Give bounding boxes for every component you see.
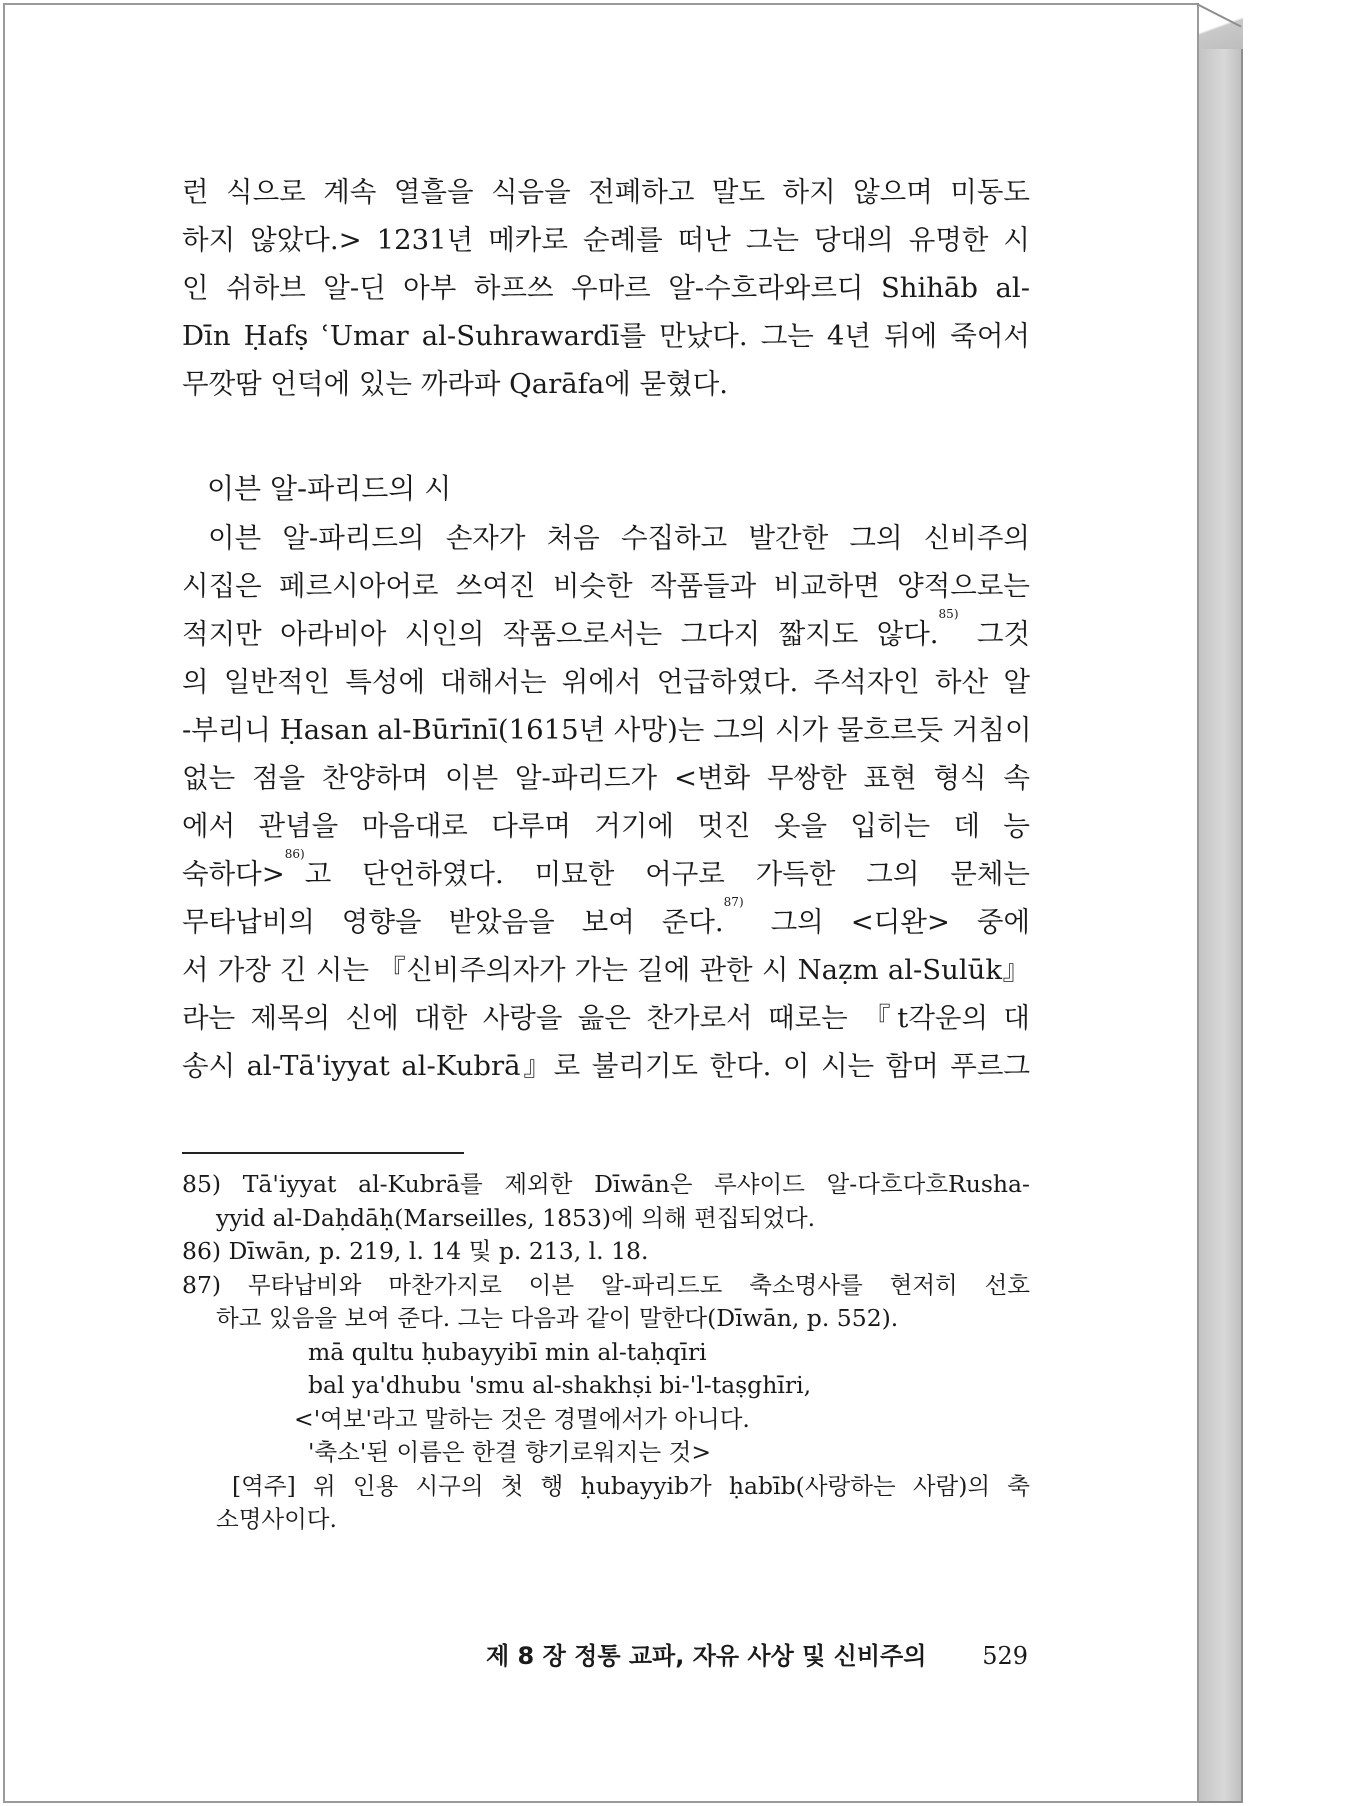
footnote-87-line: 하고 있음을 보여 준다. 그는 다음과 같이 말한다(Dīwān, p. 552). [216, 1304, 899, 1332]
verse-translation: <'여보'라고 말하는 것은 경멸에서가 아니다. [294, 1404, 750, 1433]
text-line: 라는 제목의 신에 대한 사랑을 읊은 찬가로서 때로는 『t각운의 대 [182, 1002, 1030, 1034]
text-segment: 적지만 아라비아 시인의 작품으로서는 그다지 짧지도 않다. [182, 618, 939, 650]
page-footer [486, 1640, 1028, 1672]
footnote-86: 86) Dīwān, p. 219, l. 14 및 p. 213, l. 18. [182, 1237, 649, 1265]
text-line: -부리니 Ḥasan al-Būrīnī(1615년 사망)는 그의 시가 물흐르듯 거침이 [182, 714, 1032, 746]
text-line: 인 쉬하브 알-딘 아부 하프쓰 우마르 알-수흐라와르디 Shihāb al- [182, 272, 1030, 304]
text-line [182, 607, 1031, 659]
text-line: 에서 관념을 마음대로 다루며 거기에 멋진 옷을 입히는 데 능 [182, 810, 1030, 842]
footnote-85-line: yyid al-Daḥdāḥ(Marseilles, 1853)에 의해 편집되었다. [216, 1203, 816, 1232]
text-line: 없는 점을 찬양하며 이븐 알-파리드가 <변화 무쌍한 표현 형식 속 [182, 762, 1030, 794]
text-line: Dīn Ḥafṣ ʿUmar al-Suhrawardī를 만났다. 그는 4년 뒤에 죽어서 [182, 320, 1030, 352]
text-segment: 고 단언하였다. 미묘한 어구로 가득한 그의 문체는 [304, 858, 1030, 890]
section-heading: 이븐 알-파리드의 시 [207, 472, 452, 505]
footnote-ref-85: 85) [938, 607, 959, 621]
text-line: 송시 al-Tā'iyyat al-Kubrā』로 불리기도 한다. 이 시는 함머 푸르그 [182, 1050, 1030, 1082]
text-line: 하지 않았다.> 1231년 메카로 순례를 떠난 그는 당대의 유명한 시 [182, 224, 1030, 256]
paragraph-2 [182, 515, 1030, 1091]
page-number: 529 [982, 1642, 1028, 1670]
verse-translation: '축소'된 이름은 한결 향기로워지는 것> [308, 1438, 712, 1466]
translator-note: 소명사이다. [216, 1505, 337, 1533]
text-segment: 숙하다> [182, 858, 285, 890]
verse-line: mā qultu ḥubayyibī min al-taḥqīri [308, 1337, 707, 1366]
translator-note: [역주] 위 인용 시구의 첫 행 ḥubayyib가 ḥabīb(사랑하는 사람)의 축 [232, 1471, 1030, 1500]
text-line: 시집은 페르시아어로 쓰여진 비슷한 작품들과 비교하면 양적으로는 [182, 570, 1030, 602]
text-line [182, 895, 1031, 947]
footnote-85-line: 85) Tā'iyyat al-Kubrā를 제외한 Dīwān은 루샤이드 알-다흐다흐Rusha- [182, 1170, 1030, 1198]
footnote-ref-86: 86) [284, 847, 305, 861]
text-line: 이븐 알-파리드의 손자가 처음 수집하고 발간한 그의 신비주의 [208, 522, 1030, 554]
footnote-87-line: 87) 무타납비와 마찬가지로 이븐 알-파리드도 축소명사를 현저히 선호 [182, 1270, 1030, 1299]
text-segment: 그것 [958, 618, 1031, 650]
verse-line: bal ya'dhubu 'smu al-shakhṣi bi-'l-taṣghīri, [308, 1371, 812, 1399]
text-line: 런 식으로 계속 열흘을 식음을 전폐하고 말도 하지 않으며 미동도 [182, 176, 1030, 208]
footnote-ref-87: 87) [723, 895, 744, 909]
book-spine [1199, 25, 1243, 1803]
footnote-divider [182, 1152, 464, 1154]
paragraph-1 [182, 168, 1030, 408]
text-line: 서 가장 긴 시는 『신비주의자가 가는 길에 관한 시 Naẓm al-Sulūk』 [182, 954, 1030, 986]
text-line [182, 847, 1030, 899]
text-segment: 무타납비의 영향을 받았음을 보여 준다. [182, 906, 724, 938]
text-segment: 그의 <디완> 중에 [743, 906, 1031, 938]
running-chapter-title: 제 8 장 정통 교파, 자유 사상 및 신비주의 [486, 1642, 927, 1670]
text-line: 무깟땀 언덕에 있는 까라파 Qarāfa에 묻혔다. [182, 368, 728, 400]
footnotes [182, 1168, 1030, 1537]
text-line: 의 일반적인 특성에 대해서는 위에서 언급하였다. 주석자인 하산 알 [182, 666, 1030, 698]
